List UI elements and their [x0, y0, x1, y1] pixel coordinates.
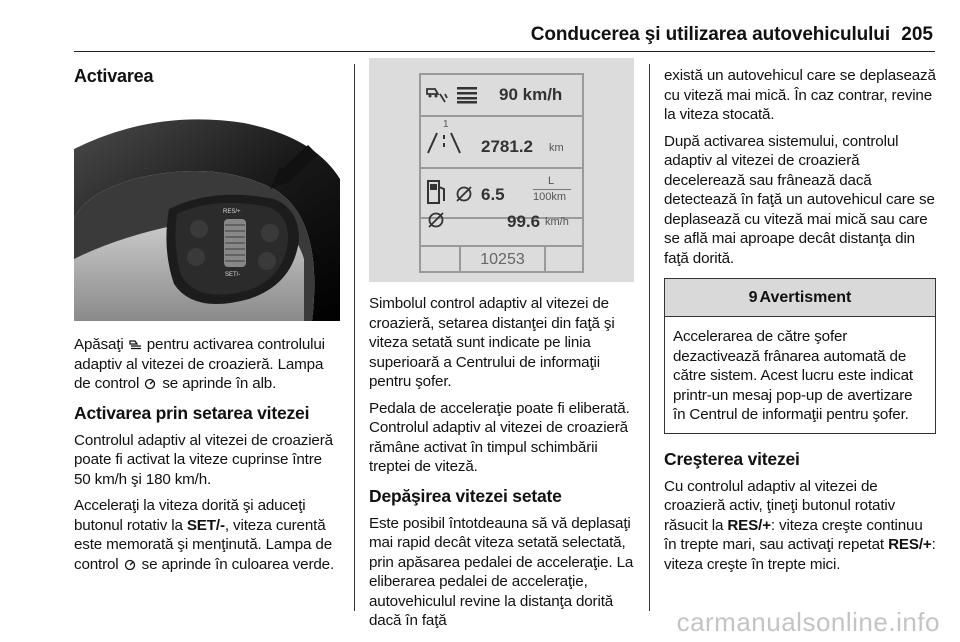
caption-display: Simbolul control adaptiv al vitezei de croazieră, setarea distanţei din faţă şi viteza setată sunt indicate pe linia superioară a Centrului de informaţii pentru şofer. — [369, 295, 615, 390]
display-frame — [419, 73, 584, 273]
display-consumption-value: 6.5 — [481, 185, 505, 204]
cruise-control-lamp-icon — [143, 377, 158, 389]
average-icon — [427, 211, 445, 229]
steering-wheel-photo — [74, 109, 340, 321]
display-consumption-unit-bottom: 100km — [533, 191, 567, 203]
heading-activation: Activarea — [74, 66, 154, 86]
paragraph-pedal: Pedala de acceleraţie poate fi eliberată. Controlul adaptiv al vitezei de croazieră rămâne activat în timpul schimbării treptei de viteză. — [369, 399, 630, 475]
paragraph-exceed-speed: Este posibil întotdeauna să vă deplasaţi mai rapid decât viteza setată selectată, prin apăsarea pedalei de acceleraţie. La eliberarea pedalei de acceleraţie, autovehiculul revine la distanţa dorită dacă în faţă — [369, 514, 634, 629]
fuel-pump-icon — [426, 179, 448, 205]
cruise-control-lamp-icon — [123, 558, 138, 570]
column-divider-1 — [354, 64, 355, 611]
steering-wheel-illustration — [74, 109, 340, 321]
control-res-label: RES/+ — [888, 536, 932, 553]
display-row-odometer — [421, 245, 582, 273]
text-accelerate: Acceleraţi la viteza dorită şi aduceţi butonul rotativ la — [74, 497, 306, 534]
running-title: Conducerea şi utilizarea autovehiculului — [530, 24, 890, 45]
odometer-divider-right — [544, 247, 546, 273]
column-divider-2 — [649, 64, 650, 611]
heading-exceed-speed: Depăşirea vitezei setate — [369, 485, 562, 506]
control-set-label: SET/- — [186, 516, 225, 534]
paragraph-set-speed — [74, 496, 340, 574]
text-press: Apăsaţi — [74, 336, 128, 353]
adaptive-cruise-icon — [128, 338, 143, 350]
fraction-line — [533, 189, 571, 190]
text-green: se aprinde în culoarea verde. — [137, 555, 335, 573]
road-icon — [425, 131, 463, 155]
text-stored: , viteza curentă este memorată şi menţinută. Lampa de control — [74, 516, 332, 573]
display-row-trip — [421, 117, 582, 169]
text-increase-2: : viteza creşte continuu în trepte mari, sau activaţi repetat — [664, 516, 923, 553]
display-trip-value: 2781.2 — [481, 137, 533, 156]
following-distance-icon — [455, 86, 479, 104]
column-2 — [369, 58, 634, 638]
wheel-label-set: SET/- — [225, 272, 241, 278]
page-number: 205 — [901, 24, 933, 45]
display-row-average-speed — [421, 212, 582, 247]
warning-title-bar — [665, 279, 935, 317]
paragraph-continuation: există un autovehicul care se deplasează cu viteză mai mică. În caz contrar, revine la viteza stocată. — [664, 67, 936, 123]
display-row-consumption — [421, 169, 582, 219]
watermark: carmanualsonline.info — [676, 607, 940, 637]
driver-info-display — [369, 58, 634, 282]
column-3 — [664, 66, 936, 581]
text-increase-1: Cu controlul adaptiv al vitezei de croazieră activ, ţineţi butonul rotativ răsucit la — [664, 477, 896, 534]
text-activation-after: se aprinde în alb. — [158, 375, 277, 392]
display-set-speed: 90 km/h — [499, 85, 563, 104]
heading-set-speed: Activarea prin setarea vitezei — [74, 402, 310, 423]
text-increase-3: : viteza creşte în trepte mici. — [664, 536, 936, 573]
wheel-label-res: RES/+ — [223, 209, 241, 215]
header-rule — [74, 51, 935, 52]
warning-icon: 9 — [748, 288, 758, 306]
display-trip-unit: km — [549, 142, 564, 154]
display-consumption-unit-top: L — [548, 175, 555, 187]
paragraph-speed-range: Controlul adaptiv al vitezei de croazieră poate fi activat la viteze cuprinse între 50 km/h şi 180 km/h. — [74, 431, 333, 488]
adaptive-cruise-icon — [425, 84, 449, 106]
column-1 — [74, 66, 340, 581]
display-total-odometer: 10253 — [480, 251, 525, 268]
heading-increase-speed: Creşterea vitezei — [664, 448, 800, 469]
display-average-speed-unit: km/h — [545, 216, 569, 228]
display-row-speed — [421, 75, 582, 117]
average-icon — [455, 185, 473, 203]
paragraph-increase-speed — [664, 477, 936, 575]
warning-body — [665, 317, 935, 433]
control-res-label: RES/+ — [727, 516, 771, 534]
warning-text: Accelerarea de către şofer dezactivează frânarea automată de către sistem. Acest lucru este indicat printr-un mesaj pop-up de avertizare în Centrul de informaţii pentru şofer. — [673, 328, 913, 423]
paragraph-after-activation: După activarea sistemului, controlul adaptiv al vitezei de croazieră decelerează sau frânează dacă detectează în faţă un autovehicul care se deplasează cu viteză mai mică sau care se află mai aproape decât distanţa din faţă dorită. — [664, 132, 935, 267]
warning-box — [664, 278, 936, 434]
display-gear-hint: 1 — [443, 119, 449, 130]
warning-title: Avertisment — [759, 288, 852, 306]
paragraph-activation — [74, 335, 340, 394]
display-average-speed-value: 99.6 — [507, 212, 541, 231]
text-activation-mid: pentru activarea controlului adaptiv al vitezei de croazieră. Lampa de control — [74, 336, 325, 392]
